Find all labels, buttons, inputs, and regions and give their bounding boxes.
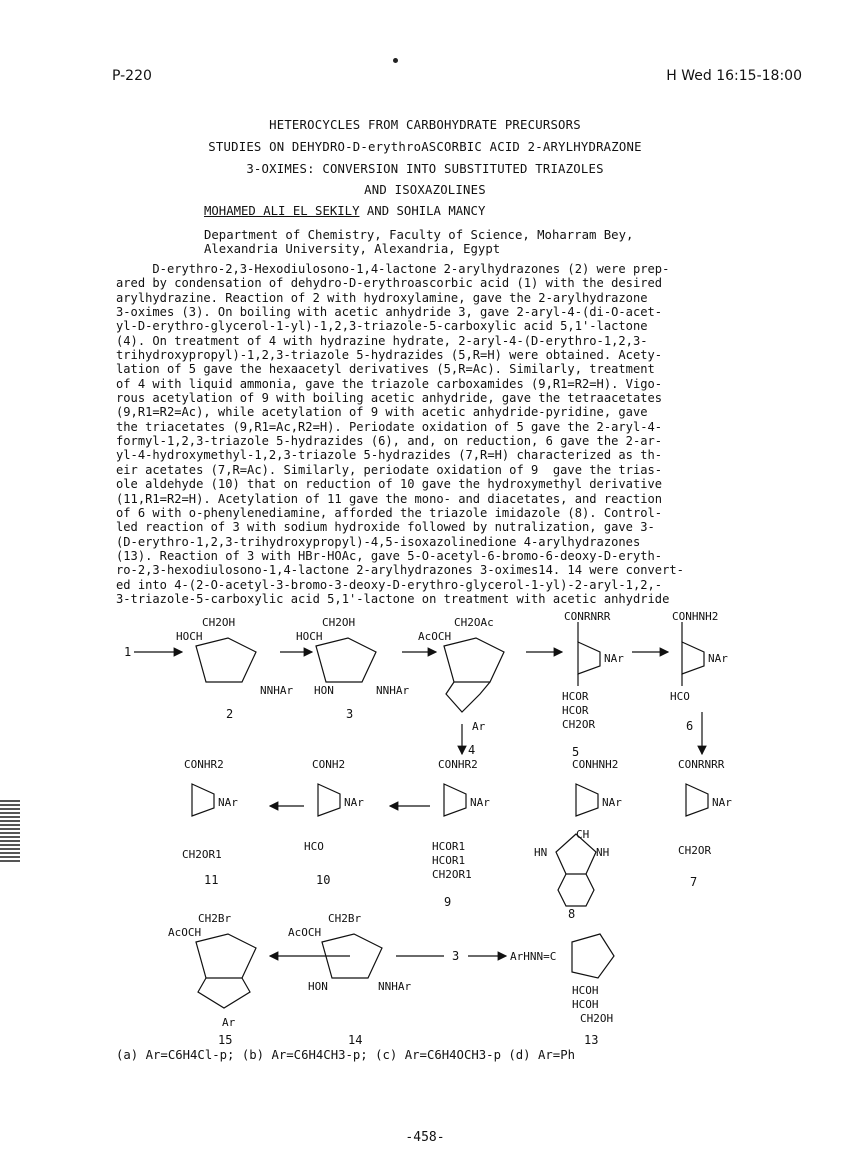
group-label: NNHAr [376, 684, 410, 697]
group-label: CONH2 [312, 758, 346, 771]
group-label: CONHR2 [438, 758, 478, 771]
ring-13 [572, 934, 614, 978]
title-line-3: 3-OXIMES: CONVERSION INTO SUBSTITUTED TRIAZOLES [246, 162, 604, 176]
abstract-line: 3-triazole-5-carboxylic acid 5,1'-lactone on treatment with acetic anhydride [116, 591, 670, 606]
abstract-line: yl-D-erythro-glycerol-1-yl)-1,2,3-triazole-5-carboxylic acid 5,1'-lactone [116, 319, 648, 334]
abstract-line: (4). On treatment of 4 with hydrazine hydrate, 2-aryl-4-(D-erythro-1,2,3- [116, 333, 648, 348]
group-label: CH2OR1 [432, 868, 472, 881]
compound-number: 5 [572, 745, 580, 759]
group-label: HCOR1 [432, 854, 466, 867]
compound-number: 1 [124, 645, 132, 659]
group-label: CH2OH [580, 1012, 614, 1025]
affiliation-line-2: Alexandria University, Alexandria, Egypt [204, 242, 501, 256]
group-label: HON [314, 684, 334, 697]
ring-2 [196, 638, 256, 682]
group-label: NH [596, 846, 610, 859]
abstract-code: P-220 [112, 68, 152, 84]
group-label: NNHAr [260, 684, 294, 697]
reaction-scheme [100, 612, 800, 1072]
binding-marks [0, 800, 20, 864]
group-label: NAr [604, 652, 624, 665]
group-label: NAr [470, 796, 490, 809]
ring-15-lactone [196, 934, 256, 978]
group-label: CONHR2 [184, 758, 224, 771]
abstract-line: (13). Reaction of 3 with HBr-HOAc, gave 5-O-acetyl-6-bromo-6-deoxy-D-eryth- [116, 548, 663, 563]
group-label: HCOR1 [432, 840, 466, 853]
abstract-line: lation of 5 gave the hexaacetyl derivatives (5,R=Ac). Similarly, treatment [116, 362, 655, 377]
group-label: CH2OH [202, 616, 236, 629]
compound-number: 8 [568, 907, 576, 921]
abstract-line: ed into 4-(2-O-acetyl-3-bromo-3-deoxy-D-erythro-glycerol-1-yl)-2-aryl-1,2,- [116, 577, 663, 592]
group-label: HOCH [296, 630, 323, 643]
ring-9 [444, 784, 466, 816]
compound-number: 3 [452, 949, 460, 963]
compound-number: 10 [316, 873, 331, 887]
ring-10 [318, 784, 340, 816]
abstract-line: eir acetates (7,R=Ac). Similarly, periodate oxidation of 9 gave the trias- [116, 462, 663, 477]
compound-number: 2 [226, 707, 234, 721]
presenting-author: MOHAMED ALI EL SEKILY [204, 204, 360, 218]
group-label: NAr [708, 652, 728, 665]
abstract-line: formyl-1,2,3-triazole 5-hydrazides (6), and, on reduction, 6 gave the 2-ar- [116, 434, 663, 449]
group-label: CH2Br [198, 912, 232, 925]
abstract-line: ared by condensation of dehydro-D-erythroascorbic acid (1) with the desired [116, 276, 663, 291]
scan-speck [393, 58, 398, 63]
group-label: CH2OH [322, 616, 356, 629]
abstract-line: led reaction of 3 with sodium hydroxide followed by nutralization, gave 3- [116, 520, 655, 535]
group-label: CH2OAc [454, 616, 494, 629]
group-label: HCOH [572, 998, 599, 1011]
group-label: CH2OR [562, 718, 596, 731]
group-label: NAr [344, 796, 364, 809]
group-label: Ar [472, 720, 486, 733]
ring-8-benzene [558, 874, 594, 906]
ring-5 [578, 642, 600, 674]
group-label: CH2OR [678, 844, 712, 857]
abstract-line: ro-2,3-hexodiulosono-1,4-lactone 2-arylhydrazones 3-oximes14. 14 were convert- [116, 563, 684, 578]
group-label: CH2Br [328, 912, 362, 925]
group-label: HCOR [562, 690, 589, 703]
abstract-line: of 4 with liquid ammonia, gave the triazole carboxamides (9,R1=R2=H). Vigo- [116, 376, 663, 391]
compound-number: 11 [204, 873, 219, 887]
group-label: Ar [222, 1016, 236, 1029]
ring-6 [682, 642, 704, 674]
abstract-body [116, 262, 776, 606]
abstract-line: of 6 with o-phenylenediamine, afforded the triazole imidazole (8). Control- [116, 505, 663, 520]
abstract-line: (11,R1=R2=H). Acetylation of 11 gave the mono- and diacetates, and reaction [116, 491, 663, 506]
page-number: -458- [405, 1130, 445, 1145]
group-label: CH2OR1 [182, 848, 222, 861]
authors [204, 204, 485, 218]
compound-number: 9 [444, 895, 452, 909]
compound-number: 7 [690, 875, 698, 889]
abstract-line: the triacetates (9,R1=Ac,R2=H). Periodate oxidation of 5 gave the 2-aryl-4- [116, 419, 663, 434]
compound-number: 15 [218, 1033, 233, 1047]
abstract-line: D-erythro-2,3-Hexodiulosono-1,4-lactone 2-arylhydrazones (2) were prep- [116, 262, 670, 276]
abstract-line: (D-erythro-1,2,3-trihydroxypropyl)-4,5-isoxazolinedione 4-arylhydrazones [116, 534, 641, 549]
abstract-line: trihydroxypropyl)-1,2,3-triazole 5-hydrazides (5,R=H) were obtained. Acety- [116, 348, 663, 363]
group-label: NNHAr [378, 980, 412, 993]
compound-number: 6 [686, 719, 694, 733]
group-label: CONHNH2 [572, 758, 619, 771]
affiliation-line-1: Department of Chemistry, Faculty of Science, Moharram Bey, [204, 228, 634, 242]
title-line-1: HETEROCYCLES FROM CARBOHYDRATE PRECURSORS [269, 118, 581, 132]
group-label: HN [534, 846, 548, 859]
title-line-4: AND ISOXAZOLINES [364, 183, 486, 197]
ring-8 [576, 784, 598, 816]
compound-number: 3 [346, 707, 354, 721]
abstract-line: arylhydrazine. Reaction of 2 with hydroxylamine, gave the 2-arylhydrazone [116, 290, 648, 305]
group-label: HON [308, 980, 328, 993]
group-label: CONHNH2 [672, 612, 719, 623]
group-label: AcOCH [168, 926, 202, 939]
group-label: HCO [670, 690, 690, 703]
group-label: HCOR [562, 704, 589, 717]
compound-number: 13 [584, 1033, 599, 1047]
abstract-line: ole aldehyde (10) that on reduction of 10 gave the hydroxymethyl derivative [116, 477, 663, 492]
ring-7 [686, 784, 708, 816]
ring-3 [316, 638, 376, 682]
title-line-2: STUDIES ON DEHYDRO-D-erythroASCORBIC ACID 2-ARYLHYDRAZONE [208, 140, 642, 154]
author-joiner: AND [359, 204, 397, 218]
abstract-line: 3-oximes (3). On boiling with acetic anhydride 3, gave 2-aryl-4-(di-O-acet- [116, 305, 663, 320]
ring-4-triazole [446, 682, 490, 712]
session-time: H Wed 16:15-18:00 [666, 68, 802, 84]
group-label: CONRNRR [678, 758, 725, 771]
group-label: CONRNRR [564, 612, 611, 623]
group-label: AcOCH [418, 630, 452, 643]
abstract-line: yl-4-hydroxymethyl-1,2,3-triazole 5-hydrazides (7,R=H) characterized as th- [116, 448, 663, 463]
coauthor: SOHILA MANCY [396, 204, 486, 218]
abstract-line: rous acetylation of 9 with boiling acetic anhydride, gave the tetraacetates [116, 391, 663, 406]
group-label: NAr [602, 796, 622, 809]
group-label: ArHNN=C [510, 950, 557, 963]
compound-number: 14 [348, 1033, 363, 1047]
group-label: AcOCH [288, 926, 322, 939]
group-label: CH [576, 828, 590, 841]
group-label: NAr [218, 796, 238, 809]
group-label: NAr [712, 796, 732, 809]
group-label: HOCH [176, 630, 203, 643]
group-label: HCO [304, 840, 324, 853]
abstract-line: (9,R1=R2=Ac), while acetylation of 9 with acetic anhydride-pyridine, gave [116, 405, 648, 420]
compound-number: 4 [468, 743, 476, 757]
ring-4-lactone [444, 638, 504, 682]
group-label: HCOH [572, 984, 599, 997]
aryl-legend: (a) Ar=C6H4Cl-p; (b) Ar=C6H4CH3-p; (c) Ar=C6H4OCH3-p (d) Ar=Ph [116, 1048, 576, 1062]
ring-15-triazole [198, 978, 250, 1008]
ring-11 [192, 784, 214, 816]
